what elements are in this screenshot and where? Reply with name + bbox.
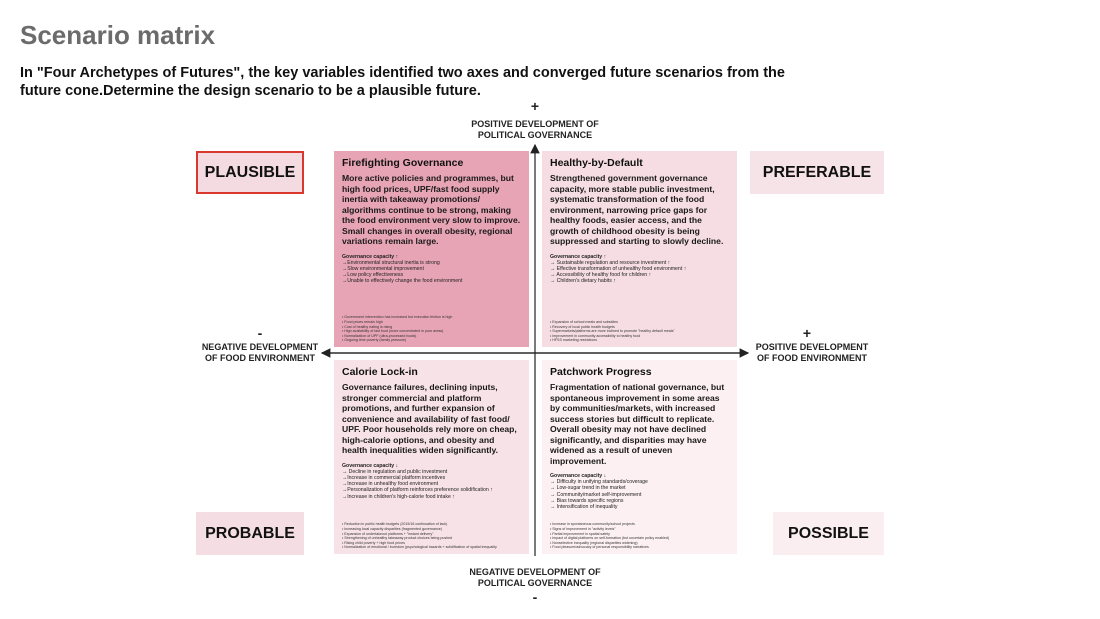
top-axis-label-line1: POSITIVE DEVELOPMENT OF — [471, 119, 599, 129]
capacity-item: →Personalization of platform reinforces preference solidification ↑ — [342, 487, 493, 494]
note-item: • Reduction in public health budgets (2015/16 continuation of lack) — [342, 522, 448, 527]
left-axis-sign: - — [257, 325, 263, 341]
top-axis-sign: + — [530, 98, 540, 114]
governance-capacity-list — [342, 254, 521, 285]
quadrant-healthy-by-default — [542, 151, 737, 347]
quadrant-description: Strengthened government governance capacity, more stable public investment, systematic transformation of the food environment, narrowing price gaps for healthy foods, easier access, and the growth of childhood obesity is being suppressed and starting to slowly decline. — [550, 173, 724, 246]
quadrant-title: Firefighting Governance — [342, 157, 464, 169]
capacity-item: → Community/market self-improvement — [550, 491, 642, 498]
left-axis-label-line1: NEGATIVE DEVELOPMENT — [201, 342, 319, 352]
factor-notes — [342, 522, 521, 550]
note-item: • Cost of healthy eating is rising — [342, 324, 393, 329]
bottom-axis-label-line1: NEGATIVE DEVELOPMENT OF — [469, 567, 601, 577]
governance-capacity-heading: Governance capacity ↑ — [550, 253, 607, 260]
quadrant-description: Governance failures, declining inputs, stronger commercial and platform promotions, and further expansion of convenience and availability of fast food/ UPF. Poor households rely more on cheap, high-calorie options, and obesity and health inequalities widen significantly. — [342, 382, 517, 455]
note-item: • HFSS marketing restrictions — [550, 338, 597, 343]
page-subtitle: In "Four Archetypes of Futures", the key variables identified two axes and converged future scenarios from the future cone.Determine the design scenario to be a plausible future. — [20, 65, 785, 99]
quadrant-description: Fragmentation of national governance, but spontaneous improvement in some areas by communities/markets, with increased success stories but difficult to replicate. Overall obesity may not have declined significantly, and disparities may have widened as a result of uneven improvement. — [550, 382, 725, 466]
preferable-tag: PREFERABLE — [750, 151, 884, 194]
quadrant-title: Patchwork Progress — [550, 366, 652, 378]
left-axis-label — [195, 342, 325, 364]
capacity-item: → Sustainable regulation and resource investment ↑ — [550, 259, 671, 266]
note-item: • Rising child poverty + high food prices — [342, 540, 405, 545]
factor-notes — [550, 522, 729, 550]
page-title: Scenario matrix — [20, 20, 216, 50]
factor-notes — [550, 320, 729, 343]
note-item: • Improvement in community accessibility to healthy food — [550, 333, 641, 338]
note-item: • Expansion of school meals and subsidies — [550, 320, 618, 325]
capacity-item: →Slow environmental improvement — [342, 265, 424, 272]
governance-capacity-heading: Governance capacity ↓ — [342, 462, 399, 469]
governance-capacity-list — [550, 473, 729, 510]
note-item: • Normalization of UPF (ultra-processed foods) — [342, 333, 417, 338]
capacity-item: → Children's dietary habits ↑ — [550, 278, 616, 285]
governance-capacity-heading: Governance capacity ↓ — [550, 473, 607, 479]
note-item: • High availability of fast food (more concentrated in poor areas) — [342, 329, 444, 334]
capacity-item: → Low-sugar trend in the market — [550, 485, 626, 492]
note-item: • Strengthening of unhealthy takeaway product choices being pushed — [342, 536, 453, 541]
plausible-tag: PLAUSIBLE — [196, 151, 304, 194]
right-axis-sign: + — [802, 325, 812, 341]
note-item: • Food pleasure/advocacy of personal responsibility narratives — [550, 545, 649, 550]
capacity-item: → Bias towards specific regions — [550, 497, 624, 504]
note-item: • Signs of improvement in "activity levels" — [550, 527, 616, 532]
note-item: • Food prices remain high — [342, 320, 383, 325]
capacity-item: →Environmental structural inertia is strong — [342, 259, 440, 266]
quadrant-patchwork-progress — [542, 360, 737, 554]
capacity-item: →Increase in unhealthy food environment — [342, 481, 439, 488]
governance-capacity-list — [342, 463, 521, 500]
capacity-item: → Difficulty in unifying standards/coverage — [550, 479, 648, 486]
quadrant-description: More active policies and programmes, but high food prices, UPF/fast food supply inertia with takeaway promotions/ algorithms continue to be strong, making the food environment very slow to improve. Small changes in overall obesity, regional variations remain large. — [342, 173, 521, 246]
quadrant-title: Healthy-by-Default — [550, 157, 643, 169]
capacity-item: →Unable to effectively change the food environment — [342, 278, 463, 285]
note-item: • Normalization of emotional / boredom (psychological hazards + solidification of spatial inequality — [342, 545, 497, 550]
capacity-item: →Increase in children's high-calorie food intake ↑ — [342, 493, 455, 500]
note-item: • Nonselective inequality (regional disparities widening) — [550, 540, 638, 545]
top-axis-label — [440, 119, 630, 141]
quadrant-title: Calorie Lock-in — [342, 366, 418, 378]
note-item: • Partial improvement in spatial safety — [550, 531, 610, 536]
governance-capacity-list — [550, 254, 729, 285]
capacity-item: → Accessibility of healthy food for children ↑ — [550, 272, 652, 279]
quadrant-calorie-lock-in — [334, 360, 529, 554]
right-axis-label-line1: POSITIVE DEVELOPMENT — [755, 342, 869, 352]
top-axis-label-line2: POLITICAL GOVERNANCE — [477, 130, 593, 140]
bottom-axis-sign: - — [532, 589, 538, 605]
probable-tag: PROBABLE — [196, 512, 304, 555]
capacity-item: →Low policy effectiveness — [342, 272, 404, 279]
note-item: • Supermarkets/platforms are more inclined to promote "healthy default meals" — [550, 329, 675, 334]
note-item: • Recovery of local public health budgets — [550, 324, 615, 329]
note-item: • Expansion of undertakeout platforms + "instant delivery" — [342, 531, 434, 536]
capacity-item: → Effective transformation of unhealthy food environment ↑ — [550, 265, 687, 272]
note-item: • Increasing local capacity disparities (fragmented governance) — [342, 527, 442, 532]
note-item: • Government intervention has increased but execution friction is high — [342, 315, 453, 320]
left-axis-label-line2: OF FOOD ENVIRONMENT — [205, 353, 315, 363]
quadrant-firefighting-governance — [334, 151, 529, 347]
note-item: • Ongoing time poverty (family pressure) — [342, 338, 407, 343]
bottom-axis-label-line2: POLITICAL GOVERNANCE — [477, 578, 593, 588]
note-item: • Increase in spontaneous community/school projects — [550, 522, 635, 527]
note-item: • Impact of digital platforms on self-formation (but uncertain policy enabled) — [550, 536, 670, 541]
right-axis-label — [748, 342, 876, 364]
capacity-item: → Intensification of inequality — [550, 504, 618, 511]
governance-capacity-heading: Governance capacity ↑ — [342, 253, 399, 260]
capacity-item: →Increase in commercial platform incentives — [342, 474, 446, 481]
right-axis-label-line2: OF FOOD ENVIRONMENT — [757, 353, 867, 363]
capacity-item: → Decline in regulation and public investment — [342, 468, 448, 475]
bottom-axis-label — [440, 567, 630, 589]
possible-tag: POSSIBLE — [773, 512, 884, 555]
factor-notes — [342, 315, 521, 343]
